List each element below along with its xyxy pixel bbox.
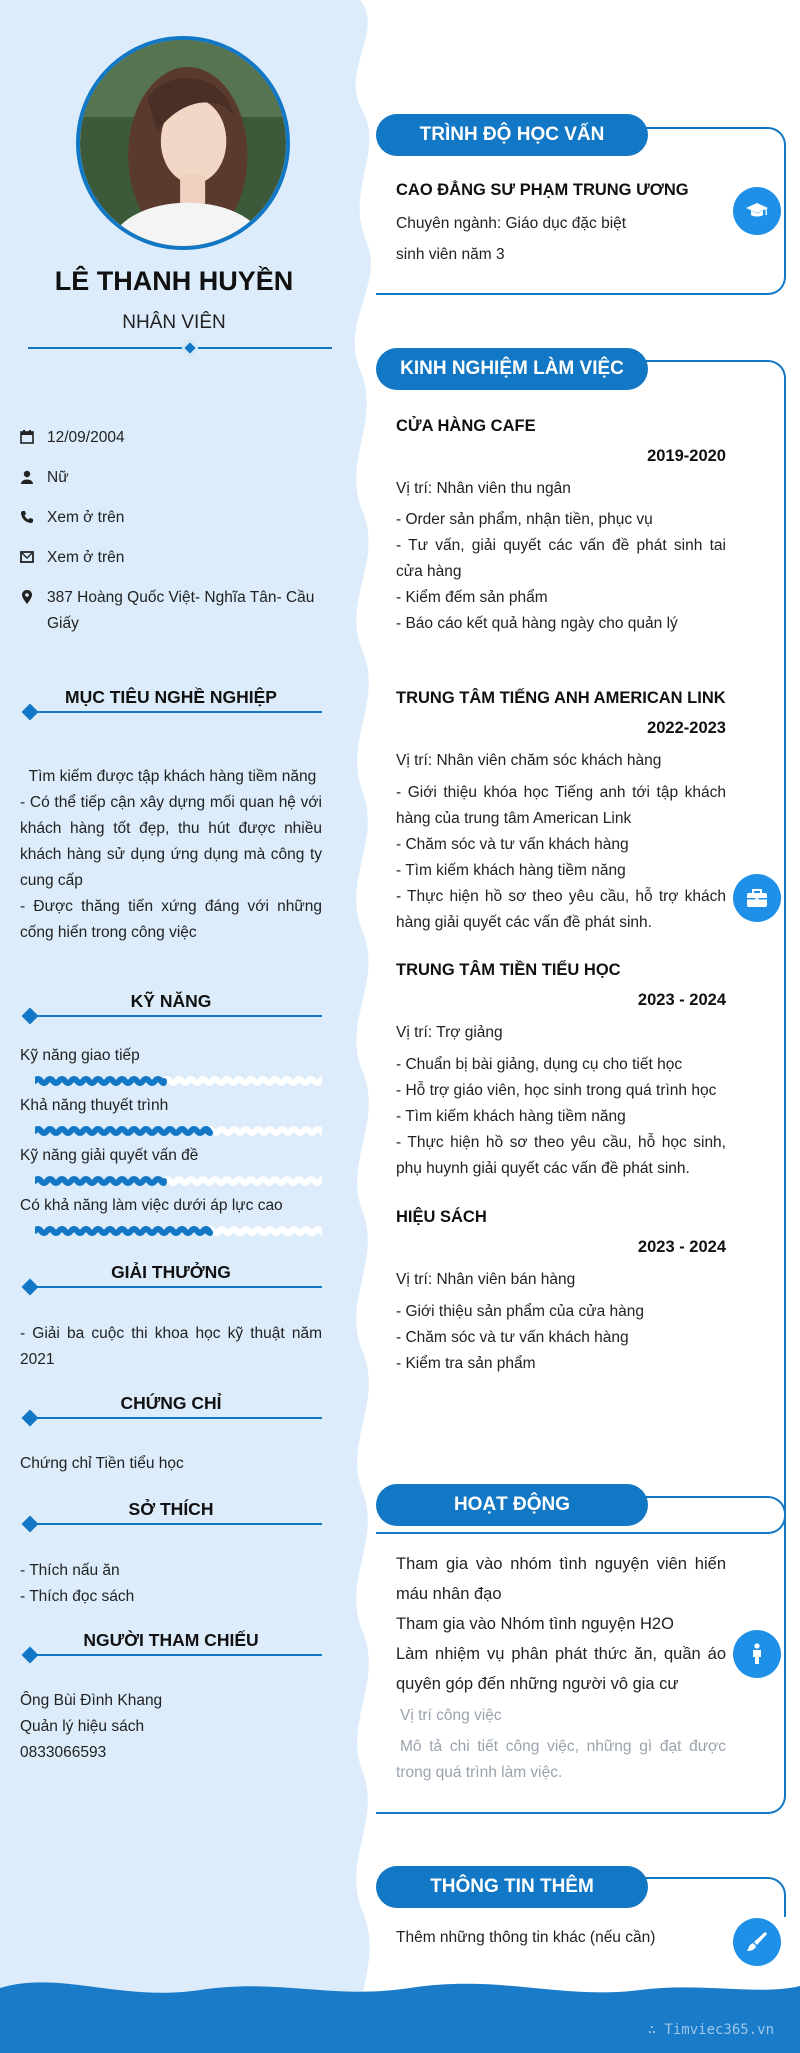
calendar-icon: [20, 430, 34, 444]
skill-bar-track: [164, 1179, 322, 1183]
activities-text: Tham gia vào nhóm tình nguyện viên hiến máu nhân đạo Tham gia vào Nhóm tình nguyện H2O Làm nhiệm vụ phân phát thức ăn, quần áo quyên góp đến những người vô gia cư: [396, 1555, 726, 1693]
info-phone: Xem ở trên: [20, 505, 320, 531]
career-goal-text: Tìm kiếm được tập khách hàng tiềm năng - Có thể tiếp cận xây dựng mối quan hệ với khách hàng tốt đẹp, thu hút được nhiều khách hàng sử dụng ứng dụng mà công ty cung cấp - Được thăng tiến xứng đáng với những cống hiến trong công việc: [20, 768, 322, 941]
experience-company: TRUNG TÂM TIỀN TIỂU HỌC: [396, 961, 621, 979]
user-icon: [20, 470, 34, 484]
experience-period: 2023 - 2024: [637, 991, 726, 1009]
education-major: Chuyên ngành: Giáo dục đặc biệt: [396, 215, 627, 232]
footer-wave: [0, 1970, 800, 2053]
experience-period: 2019-2020: [647, 447, 726, 465]
info-birthday: 12/09/2004: [20, 425, 320, 451]
experience-period: 2023 - 2024: [637, 1238, 726, 1256]
experience-position: Vị trí: Trợ giảng: [396, 1024, 503, 1041]
skill-bar: [35, 1074, 322, 1088]
additional-badge: [733, 1918, 781, 1966]
additional-text: Thêm những thông tin khác (nếu cần): [396, 1929, 656, 1946]
references-text: Ông Bùi Đình Khang Quản lý hiệu sách 0833066593: [20, 1692, 163, 1761]
education-year: sinh viên năm 3: [396, 246, 505, 263]
watermark: ∴ Timviec365.vn: [647, 2022, 774, 2038]
location-icon: [20, 590, 34, 604]
email-icon: [20, 550, 34, 564]
brush-icon: [745, 1930, 769, 1954]
experience-duties: - Chuẩn bị bài giảng, dụng cụ cho tiết học - Hỗ trợ giáo viên, học sinh trong quá trình học - Tìm kiếm khách hàng tiềm năng - Thực hiện hồ sơ theo yêu cầu, hỗ học sinh, phụ huynh giải quyết các vấn đề phát sinh.: [396, 1056, 726, 1177]
skill-label: Kỹ năng giao tiếp: [20, 1047, 140, 1064]
job-title: NHÂN VIÊN: [122, 312, 226, 333]
skill-bar: [35, 1174, 322, 1188]
hobbies-text: - Thích nấu ăn - Thích đọc sách: [20, 1562, 135, 1605]
activity-description-placeholder[interactable]: Mô tả chi tiết công việc, những gì đạt được trong quá trình làm việc.: [396, 1738, 726, 1781]
info-email: Xem ở trên: [20, 545, 320, 571]
info-gender: Nữ: [20, 465, 320, 491]
briefcase-icon: [745, 886, 769, 910]
activities-heading: HOẠT ĐỘNG: [376, 1484, 648, 1526]
avatar: [76, 36, 290, 250]
career-goal-heading: MỤC TIÊU NGHỀ NGHIỆP: [20, 687, 322, 717]
awards-heading: GIẢI THƯỞNG: [20, 1262, 322, 1292]
hobbies-heading: SỞ THÍCH: [20, 1499, 322, 1529]
activity-position-placeholder[interactable]: Vị trí công việc: [400, 1707, 502, 1724]
skill-label: Kỹ năng giải quyết vấn đề: [20, 1147, 199, 1164]
activities-badge: [733, 1630, 781, 1678]
skills-heading: KỸ NĂNG: [20, 991, 322, 1021]
awards-text: - Giải ba cuộc thi khoa học kỹ thuật năm 2021: [20, 1325, 322, 1368]
certificates-heading: CHỨNG CHỈ: [20, 1393, 322, 1423]
info-address: 387 Hoàng Quốc Việt- Nghĩa Tân- Cầu Giấy: [20, 585, 320, 637]
education-badge: [733, 187, 781, 235]
experience-position: Vị trí: Nhân viên thu ngân: [396, 480, 571, 497]
skill-bar-fill: [35, 1079, 164, 1083]
certificates-text: Chứng chỉ Tiền tiểu học: [20, 1455, 184, 1472]
skill-bar-track: [164, 1079, 322, 1083]
full-name: LÊ THANH HUYỀN: [54, 266, 294, 296]
skill-bar-fill: [35, 1129, 210, 1133]
experience-duties: - Giới thiệu khóa học Tiếng anh tới tập khách hàng của trung tâm American Link - Chăm sóc và tư vấn khách hàng - Tìm kiếm khách hàng tiềm năng - Thực hiện hồ sơ theo yêu cầu, hỗ trợ khách hàng giải quyết các vấn đề phát sinh.: [396, 784, 726, 931]
skill-bar-fill: [35, 1179, 164, 1183]
experience-period: 2022-2023: [647, 719, 726, 737]
experience-company: HIỆU SÁCH: [396, 1208, 487, 1226]
experience-duties: - Giới thiệu sản phẩm của cửa hàng - Chăm sóc và tư vấn khách hàng - Kiểm tra sản phẩm: [396, 1303, 645, 1372]
skill-bar: [35, 1224, 322, 1238]
skill-label: Có khả năng làm việc dưới áp lực cao: [20, 1197, 283, 1214]
experience-badge: [733, 874, 781, 922]
experience-position: Vị trí: Nhân viên chăm sóc khách hàng: [396, 752, 662, 769]
skill-bar: [35, 1124, 322, 1138]
person-icon: [745, 1642, 769, 1666]
experience-position: Vị trí: Nhân viên bán hàng: [396, 1271, 576, 1288]
experience-company: TRUNG TÂM TIẾNG ANH AMERICAN LINK: [396, 689, 726, 707]
education-heading: TRÌNH ĐỘ HỌC VẤN: [376, 114, 648, 156]
phone-icon: [20, 510, 34, 524]
education-school: CAO ĐẲNG SƯ PHẠM TRUNG ƯƠNG: [396, 181, 689, 199]
skill-label: Khả năng thuyết trình: [20, 1097, 169, 1114]
references-heading: NGƯỜI THAM CHIẾU: [20, 1630, 322, 1660]
experience-duties: - Order sản phẩm, nhận tiền, phục vụ - Tư vấn, giải quyết các vấn đề phát sinh tai cửa hàng - Kiểm đếm sản phẩm - Báo cáo kết quả hàng ngày cho quản lý: [396, 511, 726, 632]
skill-bar-track: [207, 1129, 322, 1133]
graduation-cap-icon: [745, 199, 769, 223]
additional-heading: THÔNG TIN THÊM: [376, 1866, 648, 1908]
title-divider: [28, 341, 332, 355]
experience-company: CỬA HÀNG CAFE: [396, 417, 536, 435]
skill-bar-track: [207, 1229, 322, 1233]
skill-bar-fill: [35, 1229, 210, 1233]
experience-heading: KINH NGHIỆM LÀM VIỆC: [376, 348, 648, 390]
